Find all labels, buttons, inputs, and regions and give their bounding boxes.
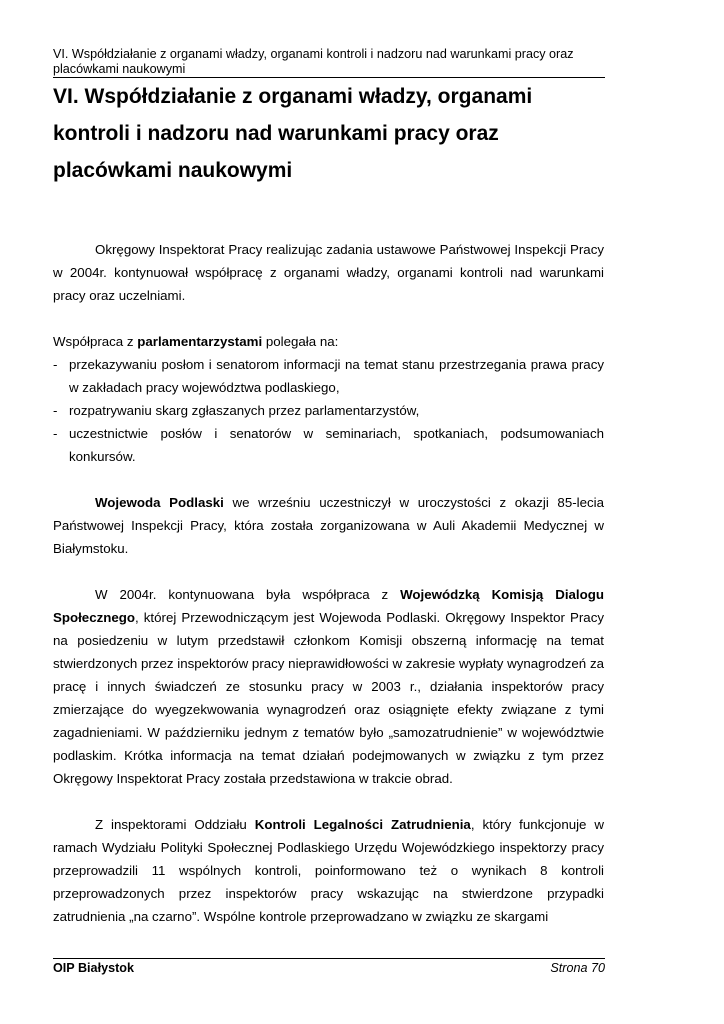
list-dash: - — [53, 403, 58, 418]
paragraph-text: Współpraca z — [53, 334, 138, 349]
paragraph-intro: Okręgowy Inspektorat Pracy realizując zadania ustawowe Państwowej Inspekcji Pracy w 2004r. kontynuował współpracę z organami władzy, organami kontroli nad warunkami pracy oraz uczelniami. — [53, 242, 604, 303]
list-dash: - — [53, 357, 58, 372]
footer-office-name: OIP Białystok — [53, 961, 134, 975]
document-body — [53, 238, 604, 928]
list-dash: - — [53, 426, 58, 441]
cooperation-list — [53, 353, 604, 468]
list-item — [53, 422, 604, 468]
bold-term: Wojewoda Podlaski — [95, 495, 224, 510]
list-item — [53, 399, 604, 422]
bold-term: Kontroli Legalności Zatrudnienia — [254, 817, 471, 832]
list-item — [53, 353, 604, 399]
bold-term: Wojewódzką Komisją Dialogu Społecznego — [53, 587, 604, 625]
paragraph-text: Z inspektorami Oddziału — [95, 817, 255, 832]
paragraph-text: polegała na: — [262, 334, 339, 349]
bold-term: parlamentarzystami — [137, 334, 263, 349]
page-number: Strona 70 — [550, 961, 605, 975]
paragraph-parliament — [53, 330, 604, 353]
paragraph-text: , który funkcjonuje w ramach Wydziału Polityki Społecznej Podlaskiego Urzędu Wojewódzkiego inspektorzy pracy przeprowadzili 11 wspólnych kontroli, poinformowano też o wynikach 8 kontroli przeprowadzonych przez inspektorów pracy wskazując na stwierdzone przypadki zatrudnienia „na czarno”. Wspólne kontrole przeprowadzano w związku ze skargami — [53, 817, 604, 924]
paragraph-employment-control — [53, 813, 604, 928]
paragraph-text: , której Przewodniczącym jest Wojewoda Podlaski. Okręgowy Inspektor Pracy na posiedzeniu w lutym przedstawił członkom Komisji obszerną informację na temat stwierdzonych przez inspektorów pracy nieprawidłowości w zakresie wypłaty wynagrodzeń za pracę i innych świadczeń ze stosunku pracy w 2003 r., działania inspektorów pracy zmierzające do wyegzekwowania wynagrodzeń oraz osiągnięte efekty związane z tymi zagadnieniami. W październiku jednym z tematów było „samozatrudnienie” w województwie podlaskim. Krótka informacja na temat działań podejmowanych w związku z tym przez Okręgowy Inspektorat Pracy została przedstawiona w trakcie obrad. — [53, 610, 604, 786]
footer-divider — [53, 958, 605, 959]
paragraph-voivode — [53, 491, 604, 560]
paragraph-social-dialogue — [53, 583, 604, 790]
chapter-title: VI. Współdziałanie z organami władzy, organami kontroli i nadzoru nad warunkami pracy oraz placówkami naukowymi — [53, 85, 533, 182]
paragraph-text: we wrześniu uczestniczył w uroczystości z okazji 85-lecia Państwowej Inspekcji Pracy, która została zorganizowana w Auli Akademii Medycznej w Białymstoku. — [53, 495, 604, 556]
paragraph-text: W 2004r. kontynuowana była współpraca z — [95, 587, 401, 602]
list-item-text: rozpatrywaniu skarg zgłaszanych przez parlamentarzystów, — [69, 403, 420, 418]
list-item-text: przekazywaniu posłom i senatorom informacji na temat stanu przestrzegania prawa pracy w zakładach pracy województwa podlaskiego, — [69, 357, 604, 395]
running-header: VI. Współdziałanie z organami władzy, organami kontroli i nadzoru nad warunkami pracy oraz placówkami naukowymi — [53, 47, 574, 76]
list-item-text: uczestnictwie posłów i senatorów w seminariach, spotkaniach, podsumowaniach konkursów. — [69, 426, 604, 464]
